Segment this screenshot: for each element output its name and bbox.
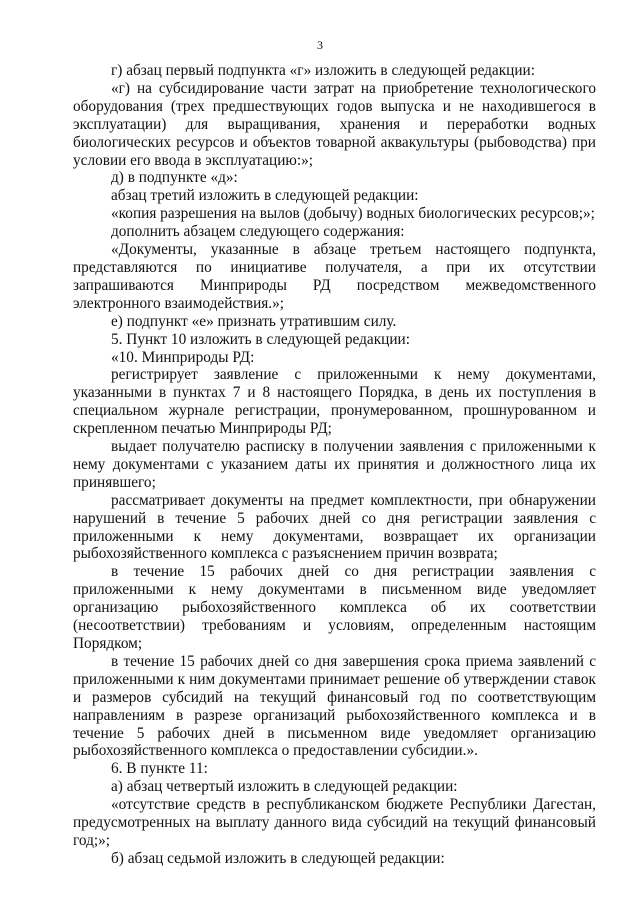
paragraph-7: «Документы, указанные в абзаце третьем настоящего подпункта, представляются по инициативе получателя, а при их отсутствии запрашиваются Минприроды РД посредством межведомственного электронного взаимодействия.»; — [73, 241, 596, 312]
paragraph-15: в течение 15 рабочих дней со дня завершения срока приема заявлений с приложенными к ним документами принимает решение об утверждении ставок и размеров субсидий на текущий финансовый год по соответствующим направлениям в разрезе организаций рыбохозяйственного комплекса и в течение 5 рабочих дней в письменном виде уведомляет организацию рыбохозяйственного комплекса о предоставлении субсидии.». — [73, 652, 596, 760]
paragraph-8: е) подпункт «е» признать утратившим силу. — [111, 312, 397, 330]
paragraph-1: г) абзац первый подпункта «г» изложить в следующей редакции: — [111, 62, 535, 79]
paragraph-2: «г) на субсидирование части затрат на приобретение технологического оборудования (трех предшествующих годов выпуска и не находившегося в эксплуатации) для выращивания, хранения и переработки водных биологических ресурсов и объектов товарной аквакультуры (рыбоводства) при условии его ввода в эксплуатацию:»; — [73, 79, 596, 169]
page-number: 3 — [317, 38, 323, 52]
paragraph-4: абзац третий изложить в следующей редакции: — [111, 187, 419, 205]
paragraph-10: «10. Минприроды РД: — [111, 348, 255, 366]
paragraph-6: дополнить абзацем следующего содержания: — [111, 223, 405, 241]
paragraph-17: а) абзац четвертый изложить в следующей редакции: — [111, 778, 458, 796]
paragraph-3: д) в подпункте «д»: — [111, 169, 238, 187]
document-body — [73, 62, 596, 868]
paragraph-16: 6. В пункте 11: — [111, 760, 208, 778]
paragraph-14: в течение 15 рабочих дней со дня регистрации заявления с приложенными к нему документами в письменном виде уведомляет организацию рыбохозяйственного комплекса об их соответствии (несоответствии) требованиям и условиям, определенным настоящим Порядком; — [73, 563, 596, 652]
paragraph-11: регистрирует заявление с приложенными к нему документами, указанными в пунктах 7 и 8 настоящего Порядка, в день их поступления в специальном журнале регистрации, пронумерованном, прошнурованном и скрепленном печатью Минприроды РД; — [73, 366, 596, 438]
paragraph-9: 5. Пункт 10 изложить в следующей редакции: — [111, 330, 410, 348]
paragraph-19: б) абзац седьмой изложить в следующей редакции: — [111, 849, 445, 867]
paragraph-12: выдает получателю расписку в получении заявления с приложенными к нему документами с указанием даты их принятия и должностного лица их принявшего; — [73, 438, 596, 491]
paragraph-13: рассматривает документы на предмет комплектности, при обнаружении нарушений в течение 5 рабочих дней со дня регистрации заявления с приложенными к нему документами, возвращает их организации рыбохозяйственного комплекса с разъяснением причин возврата; — [73, 491, 596, 563]
paragraph-5: «копия разрешения на вылов (добычу) водных биологических ресурсов;»; — [111, 205, 595, 223]
paragraph-18: «отсутствие средств в республиканском бюджете Республики Дагестан, предусмотренных на выплату данного вида субсидий на текущий финансовый год;»; — [73, 796, 596, 849]
